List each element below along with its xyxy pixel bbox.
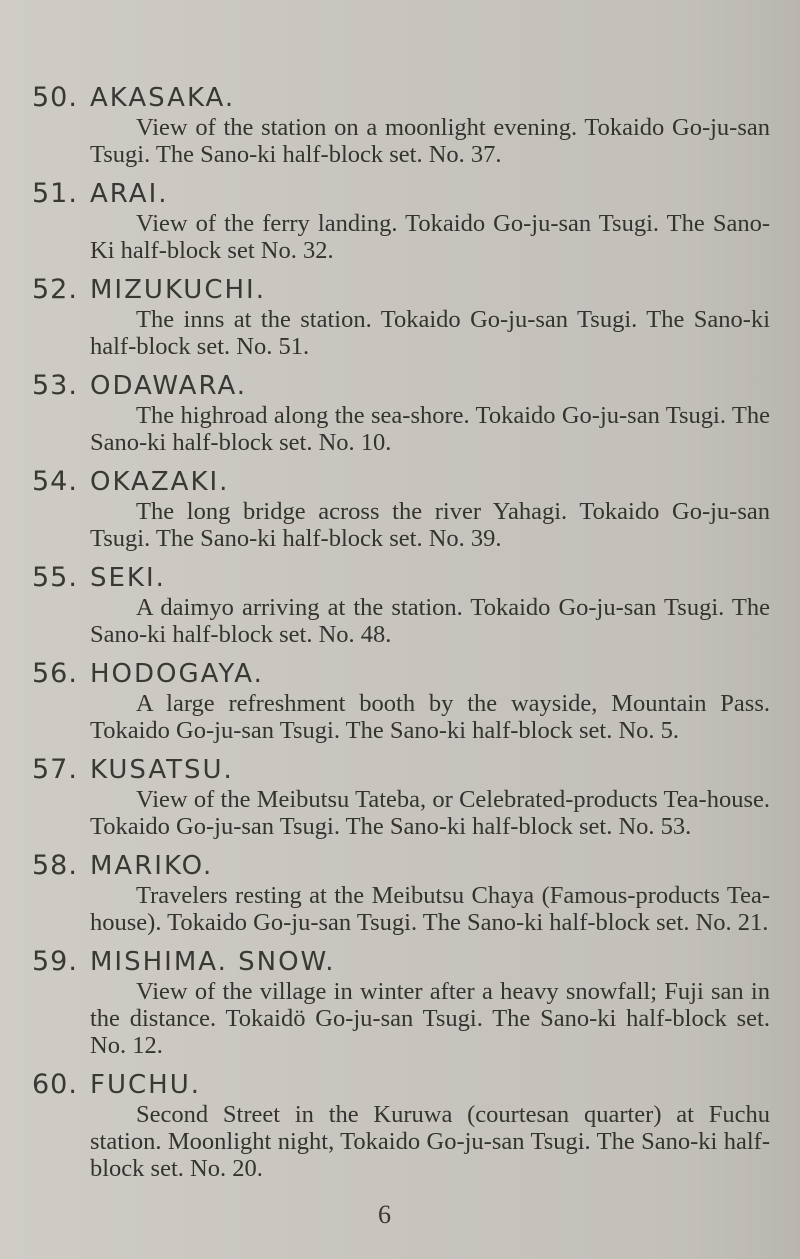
entry-number: 51.	[32, 178, 78, 209]
entry-description: The inns at the station. Tokaido Go-ju-san Tsugi. The Sano-ki half-block set. No. 51.	[90, 306, 770, 360]
entry-place-name: ODAWARA.	[90, 371, 248, 401]
entry-place-name: MARIKO.	[90, 851, 214, 881]
entry-number: 58.	[32, 850, 78, 881]
entry-description: A large refreshment booth by the wayside, Mountain Pass. Tokaido Go-ju-san Tsugi. The Sano-ki half-block set. No. 5.	[90, 690, 770, 744]
entry-number: 50.	[32, 82, 78, 113]
entry-place-name: AKASAKA.	[90, 83, 236, 113]
entry-description: A daimyo arriving at the station. Tokaido Go-ju-san Tsugi. The Sano-ki half-block set. No. 48.	[90, 594, 770, 648]
entry-description: View of the station on a moonlight evening. Tokaido Go-ju-san Tsugi. The Sano-ki half-block set. No. 37.	[90, 114, 770, 168]
entry-place-name: ARAI.	[90, 179, 169, 209]
entry-number: 52.	[32, 274, 78, 305]
entry-number: 56.	[32, 658, 78, 689]
entry-place-name: SEKI.	[90, 563, 166, 593]
entry-description: Second Street in the Kuruwa (courtesan quarter) at Fuchu station. Moonlight night, Tokaido Go-ju-san Tsugi. The Sano-ki half-block set. No. 20.	[90, 1101, 770, 1182]
entry-description: The long bridge across the river Yahagi. Tokaido Go-ju-san Tsugi. The Sano-ki half-block set. No. 39.	[90, 498, 770, 552]
entry-description: The highroad along the sea-shore. Tokaido Go-ju-san Tsugi. The Sano-ki half-block set. No. 10.	[90, 402, 770, 456]
entry-place-name: HODOGAYA.	[90, 659, 264, 689]
entry-number: 57.	[32, 754, 78, 785]
entry-place-name: MIZUKUCHI.	[90, 275, 266, 305]
page-number: 6	[378, 1200, 391, 1229]
entry-description: View of the Meibutsu Tateba, or Celebrated-products Tea-house. Tokaido Go-ju-san Tsugi. The Sano-ki half-block set. No. 53.	[90, 786, 770, 840]
entry-place-name: KUSATSU.	[90, 755, 234, 785]
entry-description: View of the village in winter after a heavy snowfall; Fuji san in the distance. Tokaidö Go-ju-san Tsugi. The Sano-ki half-block set. No. 12.	[90, 978, 770, 1059]
entry-number: 60.	[32, 1069, 78, 1100]
entry-place-name: MISHIMA. SNOW.	[90, 947, 336, 977]
entry-number: 59.	[32, 946, 78, 977]
entry-place-name: FUCHU.	[90, 1070, 201, 1100]
entry-description: View of the ferry landing. Tokaido Go-ju-san Tsugi. The Sano-Ki half-block set No. 32.	[90, 210, 770, 264]
entry-number: 55.	[32, 562, 78, 593]
entry-number: 54.	[32, 466, 78, 497]
entry-description: Travelers resting at the Meibutsu Chaya (Famous-products Tea-house). Tokaido Go-ju-san Tsugi. The Sano-ki half-block set. No. 21.	[90, 882, 770, 936]
entry-place-name: OKAZAKI.	[90, 467, 230, 497]
entry-number: 53.	[32, 370, 78, 401]
